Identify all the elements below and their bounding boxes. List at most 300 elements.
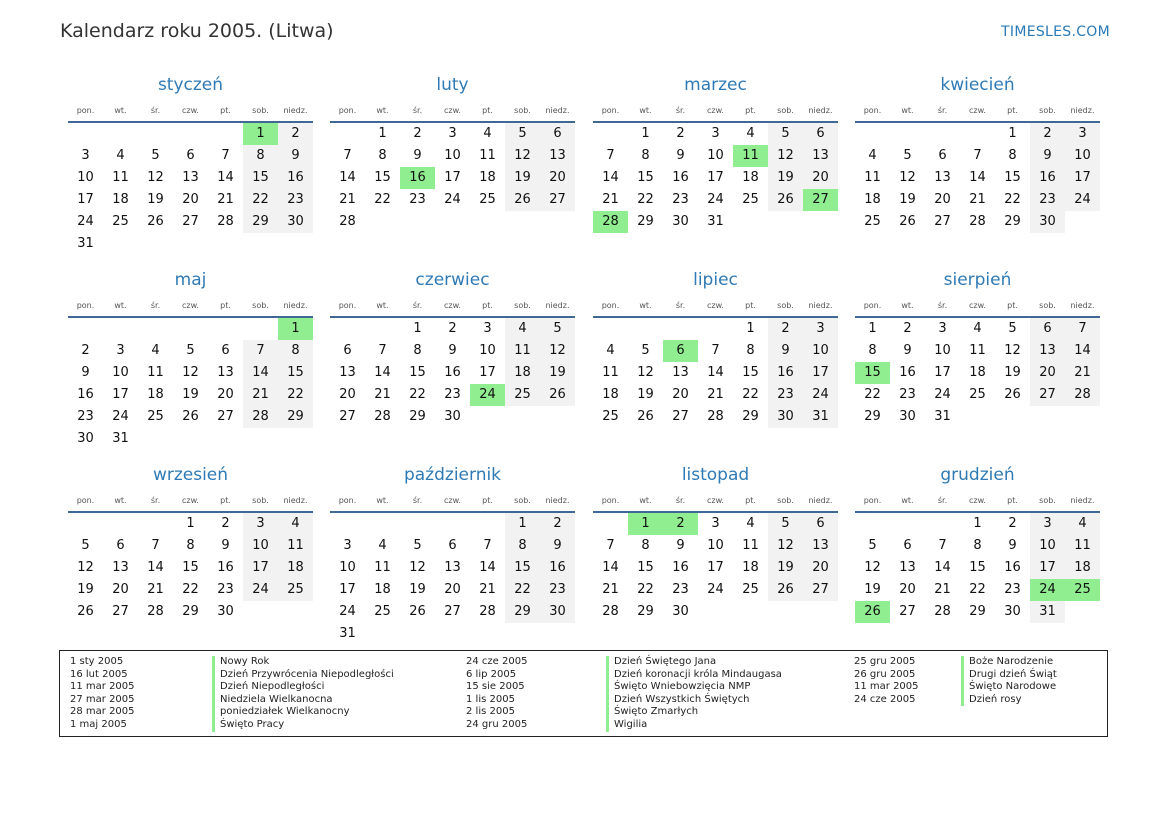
day-cell: 20	[899, 582, 916, 597]
day-cell: 14	[934, 560, 951, 575]
day-cell: 14	[217, 170, 234, 185]
weekday-label: śr.	[937, 301, 948, 310]
day-cell: 22	[637, 192, 654, 207]
day-cell: 17	[803, 362, 838, 384]
day-cell: 8	[378, 148, 387, 163]
day-cell: 13	[934, 170, 951, 185]
holiday-day: 15	[855, 362, 890, 384]
weekday-label: wt.	[901, 496, 914, 505]
day-cell: 12	[637, 365, 654, 380]
empty-cell	[68, 318, 103, 340]
weekday-header	[855, 493, 1100, 509]
day-cell: 21	[243, 384, 278, 406]
month-3	[593, 72, 838, 233]
day-cell: 15	[243, 167, 278, 189]
holiday-legend	[59, 650, 1108, 737]
day-cell: 1	[746, 321, 755, 336]
day-cell: 25	[864, 214, 881, 229]
day-cell: 27	[182, 214, 199, 229]
empty-cell	[103, 318, 138, 340]
day-cell: 17	[339, 582, 356, 597]
day-cell: 7	[938, 538, 947, 553]
day-cell: 28	[1065, 384, 1100, 406]
month-1	[68, 72, 313, 255]
weekday-label: wt.	[639, 496, 652, 505]
weekday-label: śr.	[675, 496, 686, 505]
weekday-label: wt.	[901, 301, 914, 310]
day-cell: 30	[217, 604, 234, 619]
day-cell: 6	[803, 123, 838, 145]
day-cell: 10	[112, 365, 129, 380]
day-cell: 17	[1065, 167, 1100, 189]
day-cell: 20	[112, 582, 129, 597]
weekday-label: pon.	[601, 106, 620, 115]
day-cell: 21	[969, 192, 986, 207]
holiday-day: 1	[278, 318, 313, 340]
day-cell: 7	[483, 538, 492, 553]
day-cell: 28	[969, 214, 986, 229]
empty-cell	[890, 123, 925, 145]
day-cell: 26	[768, 579, 803, 601]
day-cell: 11	[147, 365, 164, 380]
weekday-label: pon.	[863, 106, 882, 115]
day-cell: 27	[112, 604, 129, 619]
legend-holiday-name: Boże Narodzenie	[961, 656, 1057, 669]
empty-cell	[435, 513, 470, 535]
day-cell: 30	[540, 601, 575, 623]
day-cell: 30	[1004, 604, 1021, 619]
day-cell: 19	[637, 387, 654, 402]
empty-cell	[960, 123, 995, 145]
day-cell: 22	[243, 189, 278, 211]
day-cell: 26	[409, 604, 426, 619]
day-cell: 29	[278, 406, 313, 428]
day-cell: 22	[505, 579, 540, 601]
day-cell: 1	[868, 321, 877, 336]
day-cell: 11	[602, 365, 619, 380]
day-cell: 9	[768, 340, 803, 362]
day-cell: 21	[374, 387, 391, 402]
day-cell: 24	[707, 192, 724, 207]
empty-cell	[243, 318, 278, 340]
day-cell: 31	[707, 214, 724, 229]
weekday-label: niedz.	[808, 496, 833, 505]
weekday-label: niedz.	[545, 496, 570, 505]
weekday-label: pon.	[338, 106, 357, 115]
day-cell: 9	[903, 343, 912, 358]
day-cell: 4	[868, 148, 877, 163]
weekday-label: czw.	[444, 106, 461, 115]
weekday-label: pon.	[863, 301, 882, 310]
day-grid	[593, 513, 838, 623]
day-cell: 29	[864, 409, 881, 424]
weekday-label: wt.	[114, 301, 127, 310]
holiday-day: 2	[663, 513, 698, 535]
day-cell: 7	[243, 340, 278, 362]
weekday-label: pt.	[220, 301, 231, 310]
weekday-label: niedz.	[283, 106, 308, 115]
weekday-label: sob.	[777, 106, 794, 115]
weekday-label: pt.	[745, 496, 756, 505]
day-cell: 10	[339, 560, 356, 575]
day-cell: 6	[1030, 318, 1065, 340]
legend-holiday-name: Drugi dzień Świąt	[961, 669, 1057, 682]
day-cell: 1	[973, 516, 982, 531]
weekday-header	[330, 493, 575, 509]
day-cell: 17	[707, 560, 724, 575]
day-cell: 14	[969, 170, 986, 185]
holiday-day: 6	[663, 340, 698, 362]
day-cell: 23	[768, 384, 803, 406]
day-cell: 8	[413, 343, 422, 358]
day-cell: 25	[742, 582, 759, 597]
day-cell: 12	[505, 145, 540, 167]
day-cell: 15	[637, 170, 654, 185]
day-cell: 25	[479, 192, 496, 207]
brand-logo[interactable]: TIMESLES.COM	[1001, 24, 1110, 40]
day-cell: 23	[217, 582, 234, 597]
day-cell: 30	[672, 604, 689, 619]
day-cell: 25	[602, 409, 619, 424]
day-cell: 15	[1004, 170, 1021, 185]
day-cell: 24	[243, 579, 278, 601]
day-cell: 19	[505, 167, 540, 189]
day-cell: 16	[217, 560, 234, 575]
day-cell: 3	[343, 538, 352, 553]
weekday-label: śr.	[412, 496, 423, 505]
day-cell: 28	[934, 604, 951, 619]
weekday-label: czw.	[969, 301, 986, 310]
holiday-day: 16	[400, 167, 435, 189]
day-cell: 5	[505, 123, 540, 145]
day-cell: 19	[147, 192, 164, 207]
day-cell: 28	[374, 409, 391, 424]
legend-date: 26 gru 2005	[854, 668, 916, 680]
holiday-day: 25	[1065, 579, 1100, 601]
day-cell: 12	[77, 560, 94, 575]
day-cell: 11	[278, 535, 313, 557]
day-cell: 7	[973, 148, 982, 163]
day-cell: 23	[672, 582, 689, 597]
day-cell: 16	[278, 167, 313, 189]
day-cell: 2	[81, 343, 90, 358]
day-cell: 28	[707, 409, 724, 424]
day-cell: 21	[1065, 362, 1100, 384]
day-cell: 13	[112, 560, 129, 575]
day-cell: 30	[77, 431, 94, 446]
day-cell: 25	[742, 192, 759, 207]
day-cell: 11	[742, 538, 759, 553]
day-cell: 9	[676, 148, 685, 163]
day-cell: 26	[77, 604, 94, 619]
day-cell: 4	[973, 321, 982, 336]
day-cell: 6	[803, 513, 838, 535]
day-cell: 13	[899, 560, 916, 575]
day-cell: 3	[1030, 513, 1065, 535]
legend-names-col-2	[606, 656, 782, 732]
day-cell: 12	[864, 560, 881, 575]
day-cell: 18	[1065, 557, 1100, 579]
day-cell: 8	[973, 538, 982, 553]
day-cell: 2	[903, 321, 912, 336]
day-cell: 7	[343, 148, 352, 163]
legend-holiday-name: Dzień Przywrócenia Niepodległości	[212, 669, 394, 682]
day-cell: 13	[339, 365, 356, 380]
day-cell: 8	[746, 343, 755, 358]
day-cell: 3	[243, 513, 278, 535]
day-cell: 22	[1004, 192, 1021, 207]
day-cell: 25	[374, 604, 391, 619]
day-cell: 16	[540, 557, 575, 579]
day-grid	[593, 123, 838, 233]
day-cell: 29	[505, 601, 540, 623]
day-cell: 7	[606, 148, 615, 163]
month-name: październik	[403, 465, 502, 485]
day-cell: 4	[1065, 513, 1100, 535]
weekday-header	[593, 103, 838, 119]
month-6	[330, 267, 575, 428]
day-cell: 10	[707, 148, 724, 163]
weekday-label: niedz.	[283, 301, 308, 310]
month-5	[68, 267, 313, 450]
day-cell: 18	[742, 170, 759, 185]
weekday-label: pt.	[482, 106, 493, 115]
day-cell: 13	[217, 365, 234, 380]
day-cell: 20	[934, 192, 951, 207]
weekday-label: niedz.	[283, 496, 308, 505]
weekday-label: wt.	[639, 301, 652, 310]
weekday-label: czw.	[707, 301, 724, 310]
day-cell: 19	[77, 582, 94, 597]
day-grid	[330, 513, 575, 645]
day-cell: 22	[742, 387, 759, 402]
day-cell: 29	[182, 604, 199, 619]
weekday-label: śr.	[150, 496, 161, 505]
day-cell: 7	[606, 538, 615, 553]
day-cell: 29	[637, 604, 654, 619]
month-name: luty	[436, 75, 469, 95]
weekday-label: śr.	[675, 301, 686, 310]
day-cell: 31	[1030, 601, 1065, 623]
legend-holiday-name: Niedziela Wielkanocna	[212, 694, 394, 707]
day-grid	[68, 513, 313, 623]
day-cell: 17	[934, 365, 951, 380]
month-name: lipiec	[693, 270, 738, 290]
day-cell: 2	[676, 126, 685, 141]
weekday-header	[68, 298, 313, 314]
day-cell: 7	[378, 343, 387, 358]
day-cell: 22	[637, 582, 654, 597]
day-cell: 10	[803, 340, 838, 362]
weekday-label: śr.	[937, 106, 948, 115]
weekday-label: czw.	[444, 301, 461, 310]
day-cell: 18	[147, 387, 164, 402]
legend-dates-col-2	[466, 656, 527, 732]
day-cell: 17	[77, 192, 94, 207]
holiday-day: 24	[470, 384, 505, 406]
weekday-label: pon.	[863, 496, 882, 505]
day-cell: 26	[147, 214, 164, 229]
weekday-label: pon.	[338, 496, 357, 505]
day-cell: 12	[1004, 343, 1021, 358]
weekday-label: pt.	[482, 301, 493, 310]
day-cell: 19	[768, 557, 803, 579]
day-cell: 15	[505, 557, 540, 579]
day-cell: 9	[81, 365, 90, 380]
day-grid	[68, 318, 313, 450]
day-cell: 14	[339, 170, 356, 185]
day-cell: 14	[707, 365, 724, 380]
day-cell: 10	[1065, 145, 1100, 167]
day-cell: 17	[1030, 557, 1065, 579]
month-10	[330, 462, 575, 645]
day-cell: 12	[768, 145, 803, 167]
day-cell: 21	[147, 582, 164, 597]
legend-holiday-name: Wigilia	[606, 719, 782, 732]
legend-date: 11 mar 2005	[854, 681, 919, 693]
day-cell: 16	[1030, 167, 1065, 189]
day-cell: 24	[803, 384, 838, 406]
day-cell: 31	[803, 406, 838, 428]
day-cell: 24	[112, 409, 129, 424]
day-cell: 14	[147, 560, 164, 575]
empty-cell	[698, 318, 733, 340]
weekday-label: sob.	[514, 301, 531, 310]
day-cell: 20	[444, 582, 461, 597]
weekday-label: czw.	[182, 301, 199, 310]
day-cell: 5	[903, 148, 912, 163]
day-cell: 4	[116, 148, 125, 163]
day-cell: 10	[479, 343, 496, 358]
day-cell: 5	[151, 148, 160, 163]
day-cell: 28	[479, 604, 496, 619]
weekday-label: pt.	[745, 301, 756, 310]
day-cell: 8	[243, 145, 278, 167]
day-cell: 13	[1030, 340, 1065, 362]
day-cell: 18	[742, 560, 759, 575]
weekday-label: śr.	[150, 106, 161, 115]
day-cell: 10	[1030, 535, 1065, 557]
day-cell: 30	[899, 409, 916, 424]
legend-holiday-name: Święto Narodowe	[961, 681, 1057, 694]
day-cell: 10	[707, 538, 724, 553]
empty-cell	[890, 513, 925, 535]
day-cell: 4	[606, 343, 615, 358]
day-cell: 26	[505, 189, 540, 211]
day-cell: 16	[672, 560, 689, 575]
day-cell: 1	[1008, 126, 1017, 141]
day-cell: 16	[77, 387, 94, 402]
day-cell: 22	[969, 582, 986, 597]
day-grid	[330, 318, 575, 428]
day-cell: 13	[672, 365, 689, 380]
weekday-label: czw.	[707, 496, 724, 505]
day-cell: 10	[444, 148, 461, 163]
empty-cell	[365, 513, 400, 535]
weekday-header	[593, 298, 838, 314]
month-2	[330, 72, 575, 233]
day-cell: 1	[413, 321, 422, 336]
month-name: marzec	[684, 75, 747, 95]
day-cell: 23	[540, 579, 575, 601]
weekday-label: sob.	[514, 106, 531, 115]
day-cell: 18	[602, 387, 619, 402]
day-cell: 21	[602, 582, 619, 597]
legend-date: 11 mar 2005	[70, 681, 135, 693]
weekday-label: niedz.	[545, 301, 570, 310]
weekday-label: śr.	[412, 106, 423, 115]
day-cell: 17	[444, 170, 461, 185]
day-cell: 19	[768, 167, 803, 189]
day-cell: 17	[112, 387, 129, 402]
day-cell: 3	[1065, 123, 1100, 145]
day-cell: 1	[641, 126, 650, 141]
day-cell: 31	[112, 431, 129, 446]
legend-holiday-name: Dzień rosy	[961, 694, 1057, 707]
day-cell: 16	[899, 365, 916, 380]
weekday-header	[68, 103, 313, 119]
day-cell: 28	[217, 214, 234, 229]
weekday-label: pt.	[220, 496, 231, 505]
empty-cell	[855, 513, 890, 535]
day-cell: 7	[1065, 318, 1100, 340]
day-grid	[68, 123, 313, 255]
day-cell: 15	[742, 365, 759, 380]
day-cell: 20	[217, 387, 234, 402]
day-cell: 2	[413, 126, 422, 141]
day-cell: 6	[343, 343, 352, 358]
empty-cell	[628, 318, 663, 340]
day-cell: 4	[505, 318, 540, 340]
holiday-day: 28	[593, 211, 628, 233]
day-cell: 23	[899, 387, 916, 402]
day-cell: 17	[479, 365, 496, 380]
day-cell: 2	[540, 513, 575, 535]
day-cell: 29	[637, 214, 654, 229]
day-cell: 25	[112, 214, 129, 229]
day-cell: 19	[409, 582, 426, 597]
weekday-label: pon.	[76, 301, 95, 310]
weekday-label: pt.	[482, 496, 493, 505]
day-cell: 30	[1030, 211, 1065, 233]
weekday-label: niedz.	[1070, 106, 1095, 115]
page-title: Kalendarz roku 2005. (Litwa)	[60, 20, 334, 42]
month-9	[68, 462, 313, 623]
month-name: maj	[174, 270, 207, 290]
day-cell: 24	[934, 387, 951, 402]
weekday-header	[68, 493, 313, 509]
day-cell: 5	[868, 538, 877, 553]
day-cell: 21	[479, 582, 496, 597]
weekday-label: wt.	[639, 106, 652, 115]
weekday-label: wt.	[114, 106, 127, 115]
weekday-header	[855, 298, 1100, 314]
day-cell: 16	[768, 362, 803, 384]
day-cell: 2	[448, 321, 457, 336]
legend-dates-col-1	[70, 656, 135, 732]
weekday-label: wt.	[901, 106, 914, 115]
day-cell: 7	[711, 343, 720, 358]
month-name: grudzień	[940, 465, 1015, 485]
day-cell: 3	[938, 321, 947, 336]
month-4	[855, 72, 1100, 233]
day-cell: 23	[1004, 582, 1021, 597]
empty-cell	[663, 318, 698, 340]
holiday-day: 1	[628, 513, 663, 535]
day-cell: 15	[637, 560, 654, 575]
weekday-label: niedz.	[808, 106, 833, 115]
day-cell: 5	[641, 343, 650, 358]
